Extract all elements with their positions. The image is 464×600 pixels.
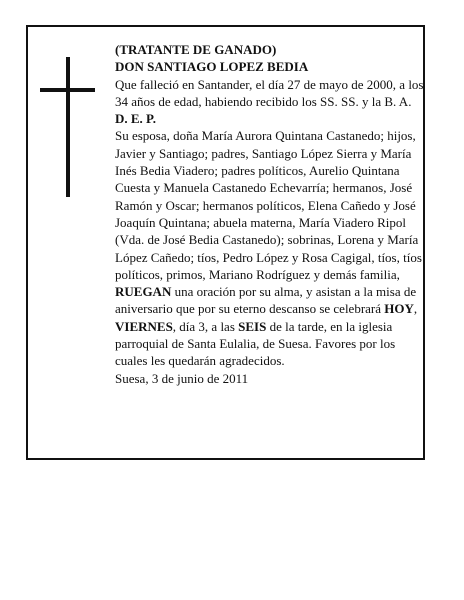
cross-horizontal-bar (40, 88, 95, 92)
deceased-name: DON SANTIAGO LOPEZ BEDIA (115, 59, 309, 75)
hoy-word: HOY (384, 301, 414, 317)
obituary-notice (26, 25, 425, 460)
death-info: Que falleció en Santander, el día 27 de mayo de 2000, a los 34 años de edad, habiendo recibido los SS. SS. y la B. A. (115, 76, 424, 109)
request-paragraph (115, 283, 425, 369)
request-text-2: , día 3, a las (172, 318, 239, 334)
request-text-3: de la tarde, en la iglesia parroquial de Santa Eulalia, de Suesa. Favores por los cuales les quedarán agradecidos. (115, 318, 396, 369)
occupation-line: (TRATANTE DE GANADO) (115, 42, 277, 57)
notice-text-block (115, 41, 425, 387)
family-list: Su esposa, doña María Aurora Quintana Castanedo; hijos, Javier y Santiago; padres, Santiago López Sierra y María Inés Bedia Viadero; padres políticos, Aurelio Quintana Cuesta y Manuela Castanedo Echevarría; hermanos, José Ramón y Oscar; hermanos políticos, Elena Cañedo y José Joaquín Quintana; abuela materna, María Viadero Ripol (Vda. de José Bedia Castanedo); sobrinas, Lorena y María López Cañedo; tíos, Pedro López y Rosa Cagigal, tíos, tíos políticos, primos, Mariano Rodríguez y demás familia, (115, 128, 422, 282)
rip-line: D. E. P. (115, 111, 157, 127)
viernes-word: VIERNES (115, 318, 173, 334)
place-date: Suesa, 3 de junio de 2011 (115, 370, 249, 386)
ruegan-word: RUEGAN (115, 284, 172, 300)
request-comma: , (413, 301, 418, 317)
cross-icon (28, 27, 88, 177)
seis-word: SEIS (238, 318, 267, 334)
cross-vertical-bar (66, 57, 70, 197)
request-text-1: una oración por su alma, y asistan a la misa de aniversario que por su eterno descanso se celebrará (115, 284, 417, 317)
